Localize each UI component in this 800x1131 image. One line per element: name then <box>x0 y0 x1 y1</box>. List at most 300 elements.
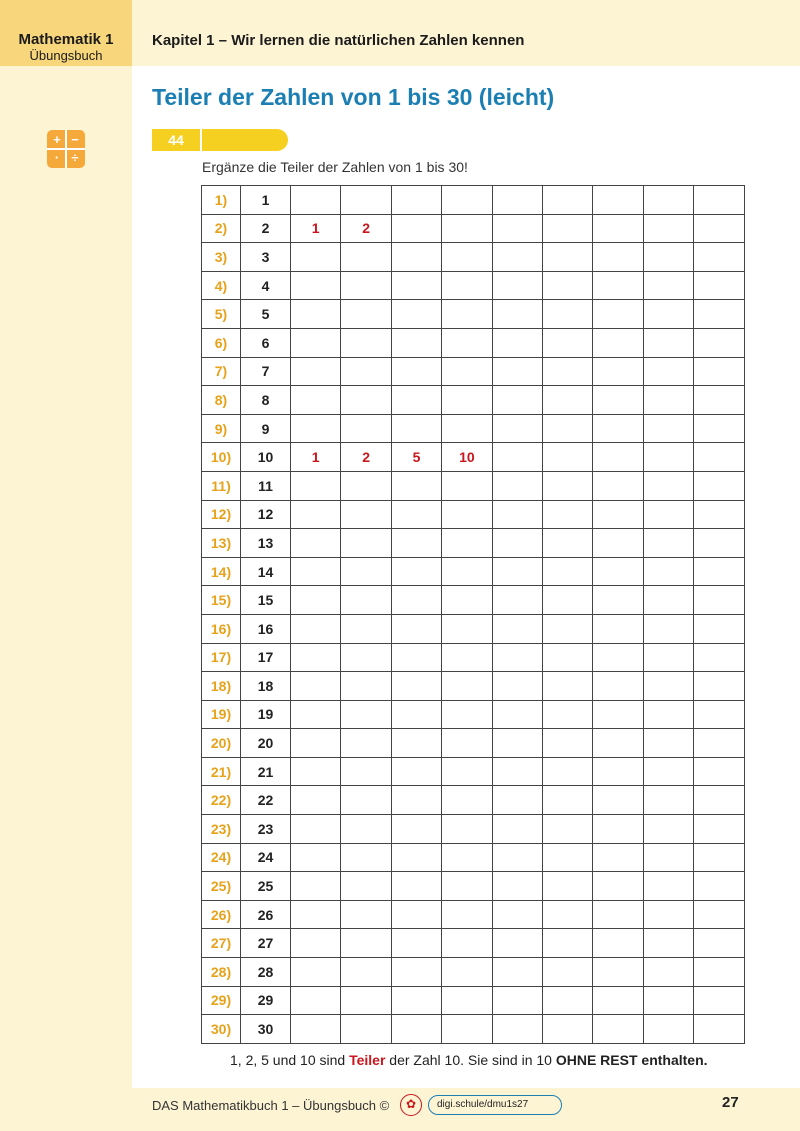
divisor-cell[interactable] <box>442 872 492 901</box>
divisor-cell[interactable] <box>694 614 744 643</box>
divisor-cell[interactable] <box>492 986 542 1015</box>
divisor-cell[interactable] <box>643 214 693 243</box>
divisor-cell[interactable] <box>694 357 744 386</box>
divisor-cell[interactable] <box>341 271 391 300</box>
divisor-cell[interactable] <box>643 443 693 472</box>
divisor-cell[interactable] <box>291 586 341 615</box>
divisor-cell[interactable] <box>442 471 492 500</box>
divisor-cell[interactable] <box>391 471 441 500</box>
divisor-cell[interactable] <box>391 729 441 758</box>
row-label: 3) <box>202 243 241 272</box>
divisor-cell[interactable] <box>341 300 391 329</box>
divisor-cell[interactable] <box>391 243 441 272</box>
divisor-cell[interactable] <box>291 614 341 643</box>
divisor-cell[interactable] <box>694 500 744 529</box>
divisor-cell[interactable] <box>542 214 592 243</box>
divisor-cell[interactable] <box>542 471 592 500</box>
divisor-cell[interactable] <box>542 700 592 729</box>
divisor-cell[interactable] <box>442 643 492 672</box>
divisor-cell[interactable] <box>492 328 542 357</box>
divisor-cell[interactable] <box>341 414 391 443</box>
divisor-cell[interactable] <box>492 414 542 443</box>
divisor-cell[interactable] <box>593 986 643 1015</box>
divisor-cell[interactable] <box>391 557 441 586</box>
divisor-cell[interactable] <box>694 328 744 357</box>
divisor-cell[interactable] <box>442 672 492 701</box>
dot-glyph: · <box>54 150 60 165</box>
row-label: 28) <box>202 958 241 987</box>
divisor-cell[interactable] <box>442 386 492 415</box>
divisor-cell[interactable] <box>593 357 643 386</box>
divisor-cell[interactable] <box>391 643 441 672</box>
divisor-cell[interactable] <box>542 443 592 472</box>
divisor-cell[interactable] <box>341 614 391 643</box>
divisor-cell[interactable] <box>442 357 492 386</box>
divisor-cell[interactable] <box>643 815 693 844</box>
divisor-cell[interactable] <box>492 300 542 329</box>
divisor-cell[interactable] <box>291 529 341 558</box>
divisor-cell[interactable] <box>542 243 592 272</box>
divisor-cell[interactable] <box>593 729 643 758</box>
divisor-cell[interactable] <box>593 700 643 729</box>
row-label: 7) <box>202 357 241 386</box>
divisor-cell[interactable] <box>442 586 492 615</box>
divisor-cell[interactable] <box>442 900 492 929</box>
divisor-cell[interactable] <box>391 300 441 329</box>
divisor-cell[interactable] <box>492 186 542 215</box>
divisor-cell[interactable] <box>391 700 441 729</box>
digital-link[interactable]: digi.schule/dmu1s27 <box>428 1095 562 1115</box>
divisor-cell[interactable] <box>442 243 492 272</box>
divisor-cell[interactable]: 5 <box>391 443 441 472</box>
divisor-cell[interactable] <box>391 271 441 300</box>
divisor-cell[interactable] <box>593 328 643 357</box>
divisor-cell[interactable] <box>643 700 693 729</box>
divisor-cell[interactable] <box>542 872 592 901</box>
divisor-cell[interactable] <box>291 328 341 357</box>
divisor-cell[interactable] <box>593 300 643 329</box>
divisor-cell[interactable] <box>643 557 693 586</box>
divisor-cell[interactable] <box>442 729 492 758</box>
divisor-cell[interactable] <box>442 815 492 844</box>
divisor-cell[interactable] <box>291 786 341 815</box>
divisor-cell[interactable] <box>391 815 441 844</box>
divisor-cell[interactable] <box>542 586 592 615</box>
divisor-cell[interactable] <box>643 872 693 901</box>
divisor-cell[interactable] <box>643 986 693 1015</box>
divisor-cell[interactable] <box>542 729 592 758</box>
divisor-cell[interactable] <box>492 900 542 929</box>
divisor-cell[interactable] <box>391 757 441 786</box>
divisor-cell[interactable] <box>694 443 744 472</box>
divisor-cell[interactable] <box>542 1015 592 1044</box>
divisor-cell[interactable] <box>593 815 643 844</box>
divisor-cell[interactable] <box>542 786 592 815</box>
divisor-cell[interactable] <box>442 700 492 729</box>
divisor-cell[interactable] <box>492 815 542 844</box>
task-instruction: Ergänze die Teiler der Zahlen von 1 bis 30! <box>202 159 468 175</box>
divisor-cell[interactable] <box>291 986 341 1015</box>
divisor-cell[interactable] <box>492 757 542 786</box>
divisor-cell[interactable] <box>391 1015 441 1044</box>
divisor-cell[interactable] <box>492 843 542 872</box>
divisor-cell[interactable] <box>694 786 744 815</box>
row-number: 20 <box>241 729 291 758</box>
divisor-cell[interactable] <box>442 786 492 815</box>
divisor-cell[interactable] <box>442 557 492 586</box>
divisor-cell[interactable] <box>442 843 492 872</box>
divisor-cell[interactable] <box>593 386 643 415</box>
divisor-cell[interactable] <box>291 958 341 987</box>
divisor-cell[interactable] <box>442 414 492 443</box>
row-number: 17 <box>241 643 291 672</box>
row-label: 22) <box>202 786 241 815</box>
divisor-cell[interactable] <box>291 729 341 758</box>
divisor-cell[interactable] <box>694 414 744 443</box>
divisor-cell[interactable] <box>442 300 492 329</box>
divisor-cell[interactable] <box>643 500 693 529</box>
divisor-cell[interactable] <box>492 958 542 987</box>
divisor-cell[interactable] <box>341 328 391 357</box>
divisor-cell[interactable] <box>643 1015 693 1044</box>
divisor-cell[interactable] <box>643 643 693 672</box>
divisor-cell[interactable] <box>341 929 391 958</box>
divisor-cell[interactable]: 1 <box>291 443 341 472</box>
divisor-cell[interactable] <box>643 757 693 786</box>
divisor-cell[interactable] <box>542 614 592 643</box>
row-label: 5) <box>202 300 241 329</box>
divisor-cell[interactable] <box>341 700 391 729</box>
divisor-cell[interactable] <box>694 815 744 844</box>
divisor-cell[interactable] <box>442 529 492 558</box>
divisor-cell[interactable] <box>341 958 391 987</box>
divisor-cell[interactable] <box>593 872 643 901</box>
divisor-cell[interactable] <box>643 243 693 272</box>
divisor-cell[interactable] <box>492 614 542 643</box>
table-row <box>202 214 745 243</box>
divisor-cell[interactable] <box>593 757 643 786</box>
divisor-cell[interactable] <box>643 186 693 215</box>
divisor-cell[interactable] <box>694 214 744 243</box>
divisor-cell[interactable] <box>442 186 492 215</box>
divisor-cell[interactable] <box>694 300 744 329</box>
divisor-cell[interactable] <box>643 471 693 500</box>
divisor-cell[interactable] <box>643 958 693 987</box>
divisor-cell[interactable] <box>694 243 744 272</box>
divisor-cell[interactable] <box>542 328 592 357</box>
divisor-cell[interactable] <box>341 500 391 529</box>
divisor-cell[interactable] <box>694 186 744 215</box>
divisor-cell[interactable] <box>492 929 542 958</box>
divisor-cell[interactable] <box>694 958 744 987</box>
divisor-cell[interactable] <box>542 414 592 443</box>
row-label: 30) <box>202 1015 241 1044</box>
divisor-cell[interactable] <box>694 872 744 901</box>
divisor-cell[interactable] <box>341 243 391 272</box>
divisor-cell[interactable] <box>492 271 542 300</box>
divisor-cell[interactable] <box>341 643 391 672</box>
divisor-cell[interactable] <box>442 614 492 643</box>
divisor-cell[interactable] <box>341 586 391 615</box>
divisor-cell[interactable] <box>442 271 492 300</box>
divisor-cell[interactable] <box>643 414 693 443</box>
table-row <box>202 843 745 872</box>
divisor-cell[interactable] <box>542 500 592 529</box>
divisor-cell[interactable] <box>593 414 643 443</box>
divisor-cell[interactable] <box>341 386 391 415</box>
divisor-cell[interactable] <box>341 815 391 844</box>
divisor-cell[interactable] <box>391 529 441 558</box>
divisor-cell[interactable] <box>291 757 341 786</box>
divisor-cell[interactable] <box>291 672 341 701</box>
table-row <box>202 357 745 386</box>
divisor-cell[interactable] <box>643 586 693 615</box>
divisor-cell[interactable] <box>492 243 542 272</box>
divisor-cell[interactable] <box>694 900 744 929</box>
divisor-cell[interactable] <box>492 386 542 415</box>
divisor-cell[interactable] <box>593 186 643 215</box>
divisor-cell[interactable] <box>391 386 441 415</box>
divisor-cell[interactable] <box>442 500 492 529</box>
divisor-cell[interactable] <box>442 328 492 357</box>
divisor-cell[interactable] <box>694 557 744 586</box>
divisor-cell[interactable] <box>694 929 744 958</box>
footnote-highlight: Teiler <box>349 1052 386 1068</box>
divisor-cell[interactable] <box>391 843 441 872</box>
divisor-cell[interactable] <box>341 357 391 386</box>
divisor-cell[interactable] <box>291 186 341 215</box>
divisor-cell[interactable] <box>542 958 592 987</box>
divisor-cell[interactable] <box>442 958 492 987</box>
divisor-cell[interactable] <box>593 443 643 472</box>
divisor-cell[interactable] <box>492 529 542 558</box>
divisor-cell[interactable] <box>643 614 693 643</box>
divisor-cell[interactable] <box>391 414 441 443</box>
divisor-cell[interactable] <box>694 729 744 758</box>
row-number: 6 <box>241 328 291 357</box>
divisor-cell[interactable] <box>492 729 542 758</box>
row-number: 16 <box>241 614 291 643</box>
divisor-cell[interactable] <box>542 986 592 1015</box>
divisor-cell[interactable] <box>542 929 592 958</box>
row-label: 26) <box>202 900 241 929</box>
divisor-cell[interactable] <box>291 929 341 958</box>
divisor-cell[interactable] <box>643 271 693 300</box>
divisor-cell[interactable] <box>492 872 542 901</box>
divisor-cell[interactable] <box>442 1015 492 1044</box>
divisor-cell[interactable] <box>542 557 592 586</box>
divisor-cell[interactable] <box>442 757 492 786</box>
divisor-cell[interactable] <box>694 700 744 729</box>
divisor-cell[interactable] <box>643 929 693 958</box>
divisor-cell[interactable] <box>341 186 391 215</box>
divisor-cell[interactable]: 2 <box>341 443 391 472</box>
divisor-cell[interactable] <box>694 986 744 1015</box>
divisor-cell[interactable] <box>391 900 441 929</box>
divisor-cell[interactable] <box>643 672 693 701</box>
divisor-cell[interactable] <box>492 700 542 729</box>
divisor-cell[interactable] <box>391 586 441 615</box>
divisor-cell[interactable] <box>291 500 341 529</box>
divisor-cell[interactable] <box>291 271 341 300</box>
divisor-cell[interactable] <box>694 672 744 701</box>
divisor-cell[interactable] <box>694 271 744 300</box>
table-row <box>202 900 745 929</box>
divisor-cell[interactable] <box>291 300 341 329</box>
row-number: 30 <box>241 1015 291 1044</box>
divisor-cell[interactable] <box>291 414 341 443</box>
divisor-cell[interactable] <box>643 729 693 758</box>
divisor-cell[interactable] <box>291 900 341 929</box>
divisor-cell[interactable] <box>391 929 441 958</box>
divisor-cell[interactable] <box>492 357 542 386</box>
divisor-cell[interactable] <box>643 357 693 386</box>
divisor-cell[interactable] <box>542 357 592 386</box>
divisor-cell[interactable] <box>291 843 341 872</box>
divisor-cell[interactable] <box>593 271 643 300</box>
divisor-cell[interactable] <box>593 672 643 701</box>
divisor-cell[interactable]: 2 <box>341 214 391 243</box>
divisor-cell[interactable] <box>593 500 643 529</box>
divisor-cell[interactable] <box>341 872 391 901</box>
divisor-cell[interactable] <box>341 786 391 815</box>
divisor-cell[interactable] <box>542 386 592 415</box>
row-label: 16) <box>202 614 241 643</box>
divisor-cell[interactable] <box>492 443 542 472</box>
divisor-cell[interactable] <box>492 586 542 615</box>
divisor-cell[interactable] <box>542 815 592 844</box>
divisor-cell[interactable] <box>542 643 592 672</box>
divisor-cell[interactable] <box>593 929 643 958</box>
divisor-cell[interactable] <box>694 586 744 615</box>
footnote-text-1: 1, 2, 5 und 10 sind <box>230 1052 350 1068</box>
table-row <box>202 386 745 415</box>
divisor-cell[interactable]: 1 <box>291 214 341 243</box>
divisor-cell[interactable] <box>593 586 643 615</box>
divisor-cell[interactable] <box>694 386 744 415</box>
divisor-cell[interactable] <box>593 529 643 558</box>
divisor-cell[interactable] <box>542 300 592 329</box>
divisor-cell[interactable] <box>643 529 693 558</box>
divisor-cell[interactable] <box>593 900 643 929</box>
divisor-cell[interactable] <box>341 672 391 701</box>
divisor-cell[interactable] <box>391 500 441 529</box>
divisor-cell[interactable] <box>341 1015 391 1044</box>
divisor-cell[interactable] <box>492 557 542 586</box>
divisor-cell[interactable] <box>643 300 693 329</box>
divisor-cell[interactable] <box>291 700 341 729</box>
divisor-cell[interactable] <box>391 214 441 243</box>
divisor-cell[interactable] <box>542 186 592 215</box>
divisor-cell[interactable] <box>391 786 441 815</box>
row-number: 12 <box>241 500 291 529</box>
divisor-cell[interactable] <box>593 958 643 987</box>
divisor-cell[interactable] <box>542 757 592 786</box>
divisor-cell[interactable] <box>391 614 441 643</box>
divisor-cell[interactable] <box>593 1015 643 1044</box>
divisor-cell[interactable] <box>492 500 542 529</box>
divisor-cell[interactable] <box>593 786 643 815</box>
divisor-cell[interactable] <box>341 557 391 586</box>
divisor-cell[interactable] <box>341 900 391 929</box>
divisor-cell[interactable] <box>391 672 441 701</box>
divisor-cell[interactable] <box>341 843 391 872</box>
divisor-cell[interactable] <box>492 786 542 815</box>
row-label: 19) <box>202 700 241 729</box>
divisor-cell[interactable] <box>694 471 744 500</box>
divisor-cell[interactable] <box>291 357 341 386</box>
divisor-cell[interactable] <box>341 986 391 1015</box>
divisor-cell[interactable] <box>593 643 643 672</box>
divisor-cell[interactable] <box>391 958 441 987</box>
divisor-cell[interactable] <box>442 986 492 1015</box>
divisor-cell[interactable] <box>643 328 693 357</box>
divisor-cell[interactable] <box>291 1015 341 1044</box>
divisor-cell[interactable] <box>593 557 643 586</box>
divisor-cell[interactable] <box>542 271 592 300</box>
divisor-cell[interactable] <box>341 471 391 500</box>
divisor-cell[interactable] <box>291 243 341 272</box>
divisor-cell[interactable] <box>341 529 391 558</box>
divisor-cell[interactable] <box>291 872 341 901</box>
divisor-cell[interactable] <box>341 729 391 758</box>
divisor-cell[interactable] <box>694 757 744 786</box>
divisor-cell[interactable] <box>291 471 341 500</box>
divisor-cell[interactable] <box>442 214 492 243</box>
divisor-cell[interactable] <box>542 843 592 872</box>
divisor-cell[interactable] <box>542 672 592 701</box>
table-row <box>202 271 745 300</box>
divisor-cell[interactable] <box>643 843 693 872</box>
table-row <box>202 757 745 786</box>
divisor-cell[interactable] <box>593 243 643 272</box>
divisor-cell[interactable] <box>492 672 542 701</box>
divisor-cell[interactable] <box>391 186 441 215</box>
divisor-cell[interactable] <box>593 471 643 500</box>
divisor-cell[interactable] <box>694 529 744 558</box>
divisor-cell[interactable] <box>643 900 693 929</box>
divisor-cell[interactable] <box>291 557 341 586</box>
divisor-cell[interactable] <box>643 786 693 815</box>
divisor-cell[interactable] <box>492 1015 542 1044</box>
divisor-cell[interactable] <box>492 471 542 500</box>
row-number: 7 <box>241 357 291 386</box>
divisor-cell[interactable] <box>593 214 643 243</box>
divisor-cell[interactable] <box>593 843 643 872</box>
divisor-cell[interactable] <box>694 1015 744 1044</box>
divisor-cell[interactable] <box>391 986 441 1015</box>
table-row <box>202 872 745 901</box>
divisor-cell[interactable] <box>643 386 693 415</box>
divisor-cell[interactable] <box>492 214 542 243</box>
divisor-cell[interactable] <box>391 872 441 901</box>
divisor-cell[interactable] <box>542 529 592 558</box>
row-label: 21) <box>202 757 241 786</box>
divisor-cell[interactable] <box>442 929 492 958</box>
divisor-cell[interactable] <box>492 643 542 672</box>
divisor-cell[interactable] <box>694 643 744 672</box>
divisor-cell[interactable] <box>391 328 441 357</box>
divisor-cell[interactable] <box>291 815 341 844</box>
divisor-cell[interactable] <box>291 386 341 415</box>
divisor-cell[interactable] <box>694 843 744 872</box>
divisor-cell[interactable] <box>341 757 391 786</box>
divisor-cell[interactable] <box>542 900 592 929</box>
divisor-cell[interactable]: 10 <box>442 443 492 472</box>
divisor-cell[interactable] <box>391 357 441 386</box>
divisor-cell[interactable] <box>291 643 341 672</box>
divisor-cell[interactable] <box>593 614 643 643</box>
